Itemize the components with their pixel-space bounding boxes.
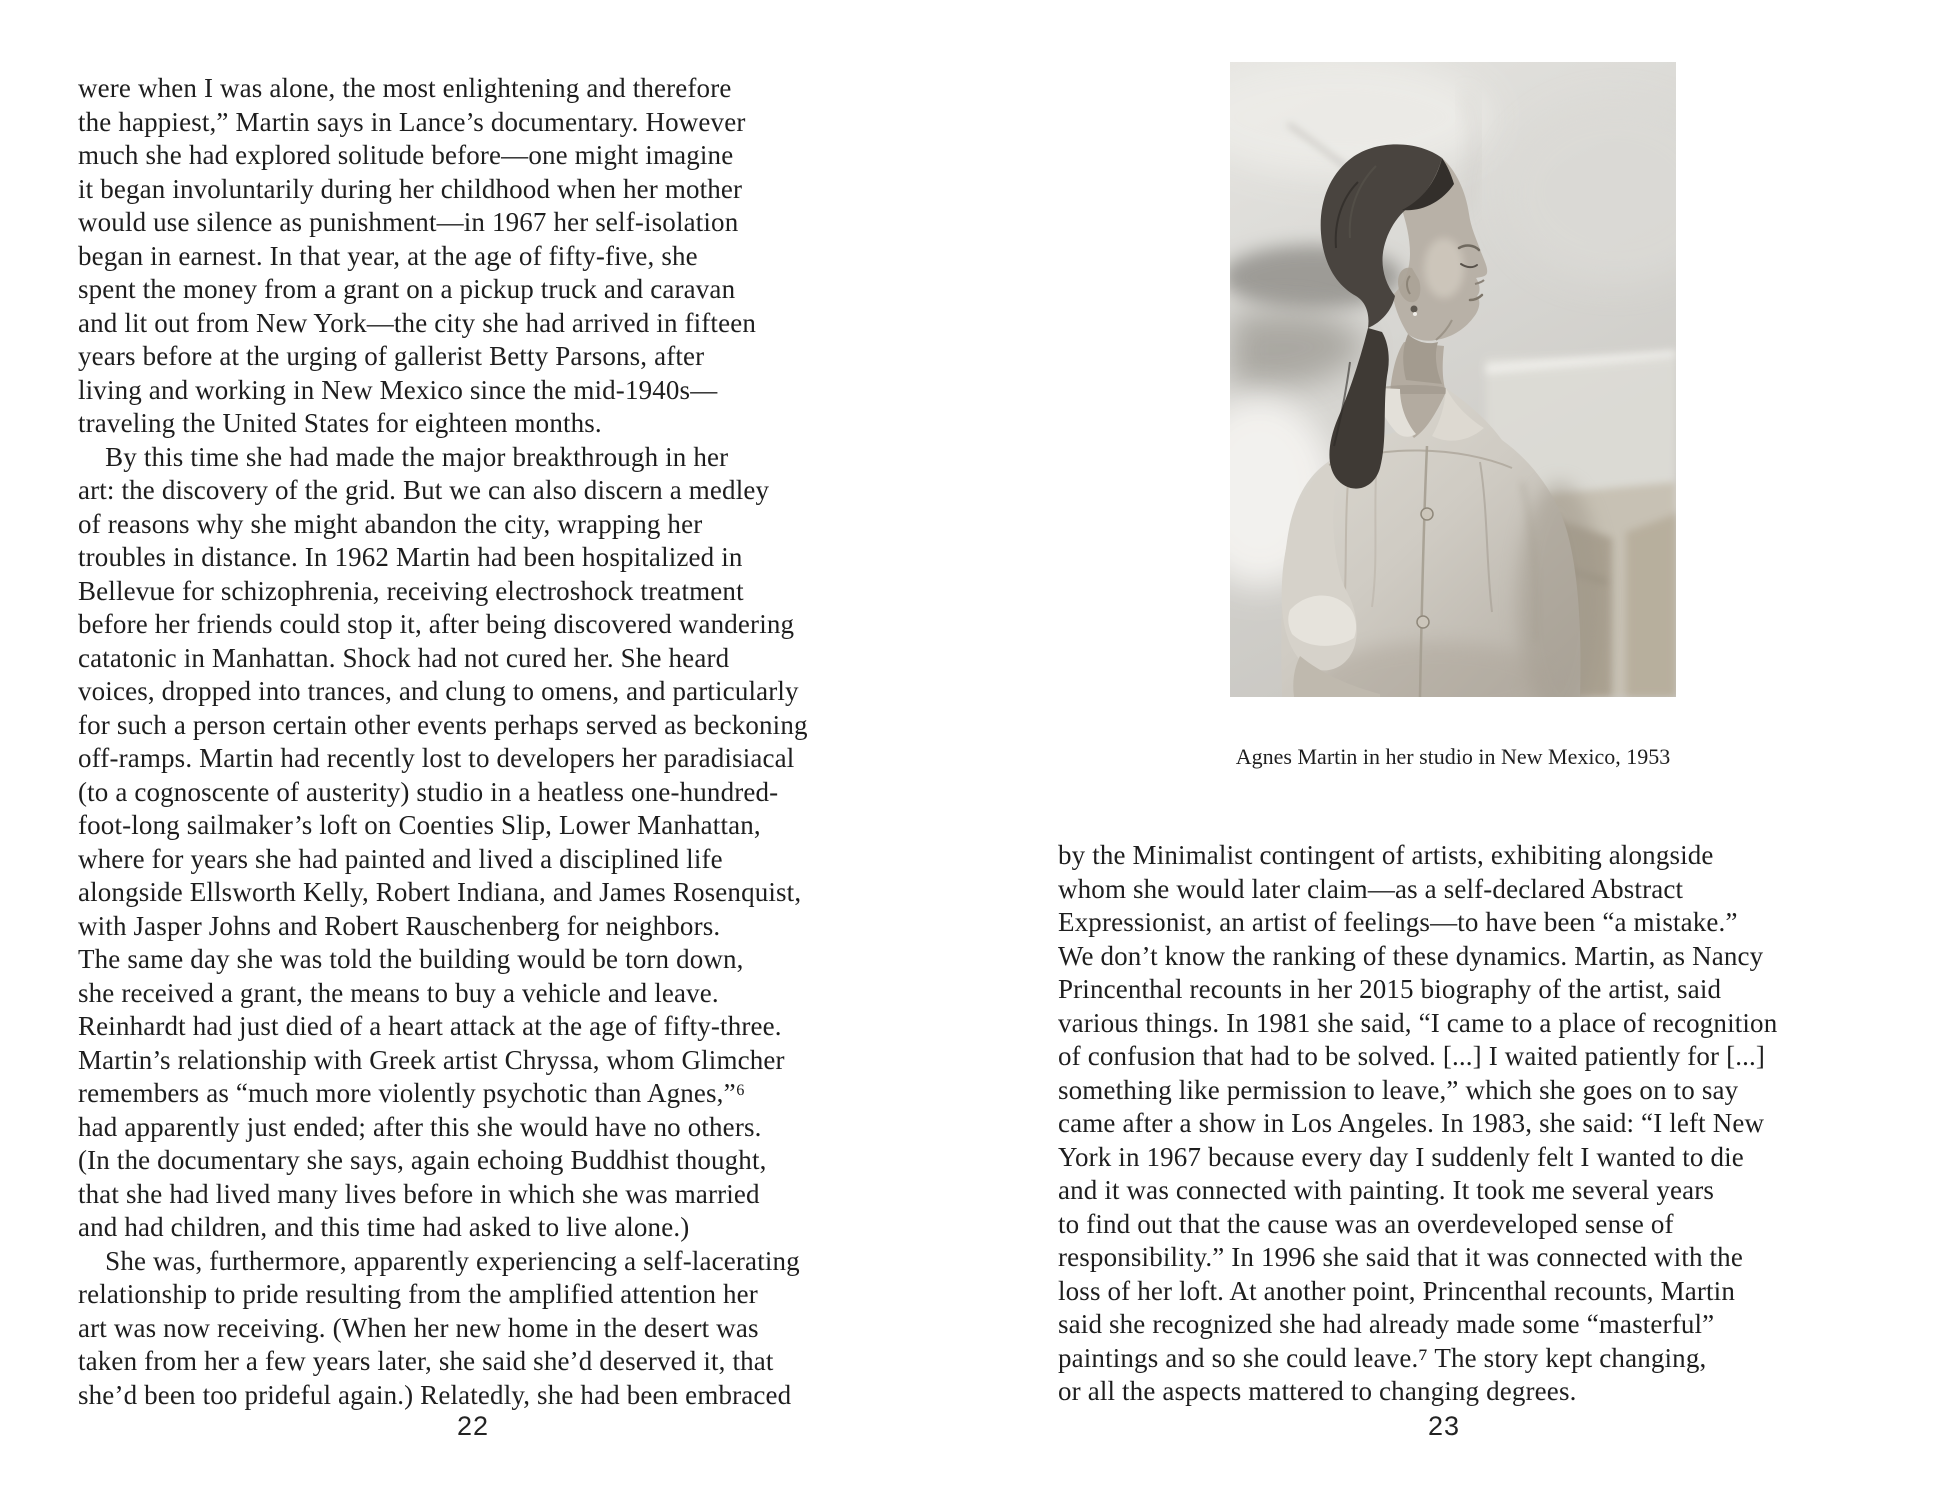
text-line: loss of her loft. At another point, Princenthal recounts, Martin [1058, 1275, 1735, 1306]
text-line: Bellevue for schizophrenia, receiving electroshock treatment [78, 575, 744, 606]
text-line: came after a show in Los Angeles. In 1983, she said: “I left New [1058, 1108, 1765, 1138]
text-line: voices, dropped into trances, and clung to omens, and particularly [78, 676, 799, 706]
text-line: it began involuntarily during her childhood when her mother [78, 173, 743, 204]
text-line: Martin’s relationship with Greek artist Chryssa, whom Glimcher [78, 1044, 785, 1075]
text-line: By this time she had made the major breakthrough in her [78, 441, 729, 472]
text-line: whom she would later claim—as a self-declared Abstract [1058, 873, 1684, 904]
text-line: responsibility.” In 1996 she said that it was connected with the [1058, 1242, 1743, 1272]
text-line: of confusion that had to be solved. [...] I waited patiently for [...] [1058, 1041, 1766, 1071]
text-line: York in 1967 because every day I suddenly felt I wanted to die [1058, 1141, 1744, 1172]
text-line: were when I was alone, the most enlightening and therefore [78, 73, 732, 103]
text-line: art was now receiving. (When her new home in the desert was [78, 1312, 759, 1343]
text-line: that she had lived many lives before in which she was married [78, 1178, 760, 1209]
text-line: living and working in New Mexico since the mid-1940s— [78, 374, 718, 405]
left-page-body-text [78, 72, 878, 1412]
text-line: the happiest,” Martin says in Lance’s documentary. However [78, 106, 746, 137]
portrait-photo-graphic [1230, 62, 1676, 697]
right-page-number: 23 [1427, 1411, 1461, 1441]
photo-caption: Agnes Martin in her studio in New Mexico, 1953 [1235, 744, 1671, 769]
text-line: various things. In 1981 she said, “I came to a place of recognition [1058, 1007, 1778, 1038]
text-line: The same day she was told the building would be torn down, [78, 944, 744, 974]
text-line: where for years she had painted and lived a disciplined life [78, 843, 723, 874]
text-line: spent the money from a grant on a pickup truck and caravan [78, 274, 736, 304]
earring [1411, 306, 1418, 313]
text-line: to find out that the cause was an overdeveloped sense of [1058, 1208, 1674, 1239]
text-line: catatonic in Manhattan. Shock had not cured her. She heard [78, 642, 730, 673]
text-line: art: the discovery of the grid. But we can also discern a medley [78, 475, 770, 505]
text-line: for such a person certain other events perhaps served as beckoning [78, 709, 808, 740]
text-line: Reinhardt had just died of a heart attack at the age of fifty-three. [78, 1011, 782, 1041]
text-line: before her friends could stop it, after being discovered wandering [78, 609, 795, 639]
portrait-photo [1230, 62, 1676, 697]
text-line: traveling the United States for eighteen months. [78, 408, 602, 438]
text-line: (In the documentary she says, again echoing Buddhist thought, [78, 1145, 767, 1175]
text-line: She was, furthermore, apparently experiencing a self-lacerating [78, 1245, 800, 1276]
text-line: foot-long sailmaker’s loft on Coenties Slip, Lower Manhattan, [78, 810, 761, 840]
text-line: or all the aspects mattered to changing degrees. [1058, 1376, 1577, 1406]
text-line: something like permission to leave,” which she goes on to say [1058, 1074, 1739, 1105]
text-line: and it was connected with painting. It took me several years [1058, 1175, 1715, 1205]
text-line: and had children, and this time had asked to live alone.) [78, 1212, 690, 1242]
text-line: taken from her a few years later, she said she’d deserved it, that [78, 1346, 774, 1376]
text-line: had apparently just ended; after this she would have no others. [78, 1111, 762, 1142]
text-line: remembers as “much more violently psychotic than Agnes,”⁶ [78, 1078, 746, 1108]
text-line: and lit out from New York—the city she had arrived in fifteen [78, 307, 756, 338]
text-line: We don’t know the ranking of these dynamics. Martin, as Nancy [1058, 940, 1764, 971]
text-line: she received a grant, the means to buy a vehicle and leave. [78, 977, 719, 1008]
text-line: paintings and so she could leave.⁷ The story kept changing, [1058, 1342, 1707, 1373]
text-line: by the Minimalist contingent of artists, exhibiting alongside [1058, 840, 1714, 870]
text-line: Expressionist, an artist of feelings—to have been “a mistake.” [1058, 907, 1738, 937]
right-page-body-text [1058, 839, 1848, 1409]
text-line: said she recognized she had already made some “masterful” [1058, 1309, 1715, 1339]
text-line: off-ramps. Martin had recently lost to developers her paradisiacal [78, 743, 795, 773]
left-page-number: 22 [456, 1411, 490, 1441]
text-line: troubles in distance. In 1962 Martin had been hospitalized in [78, 542, 743, 572]
text-line: of reasons why she might abandon the city, wrapping her [78, 508, 703, 539]
text-line: years before at the urging of gallerist Betty Parsons, after [78, 341, 705, 371]
text-line: with Jasper Johns and Robert Rauschenberg for neighbors. [78, 910, 721, 941]
smock-button [1421, 508, 1433, 520]
text-line: (to a cognoscente of austerity) studio in a heatless one-hundred- [78, 776, 779, 807]
text-line: Princenthal recounts in her 2015 biography of the artist, said [1058, 974, 1722, 1004]
text-line: would use silence as punishment—in 1967 her self-isolation [78, 207, 739, 237]
text-line: began in earnest. In that year, at the age of fifty-five, she [78, 240, 698, 271]
text-line: she’d been too prideful again.) Relatedly, she had been embraced [78, 1379, 792, 1410]
text-line: relationship to pride resulting from the amplified attention her [78, 1279, 758, 1309]
text-line: alongside Ellsworth Kelly, Robert Indiana, and James Rosenquist, [78, 877, 802, 907]
smock-button [1417, 616, 1429, 628]
text-line: much she had explored solitude before—one might imagine [78, 140, 734, 170]
